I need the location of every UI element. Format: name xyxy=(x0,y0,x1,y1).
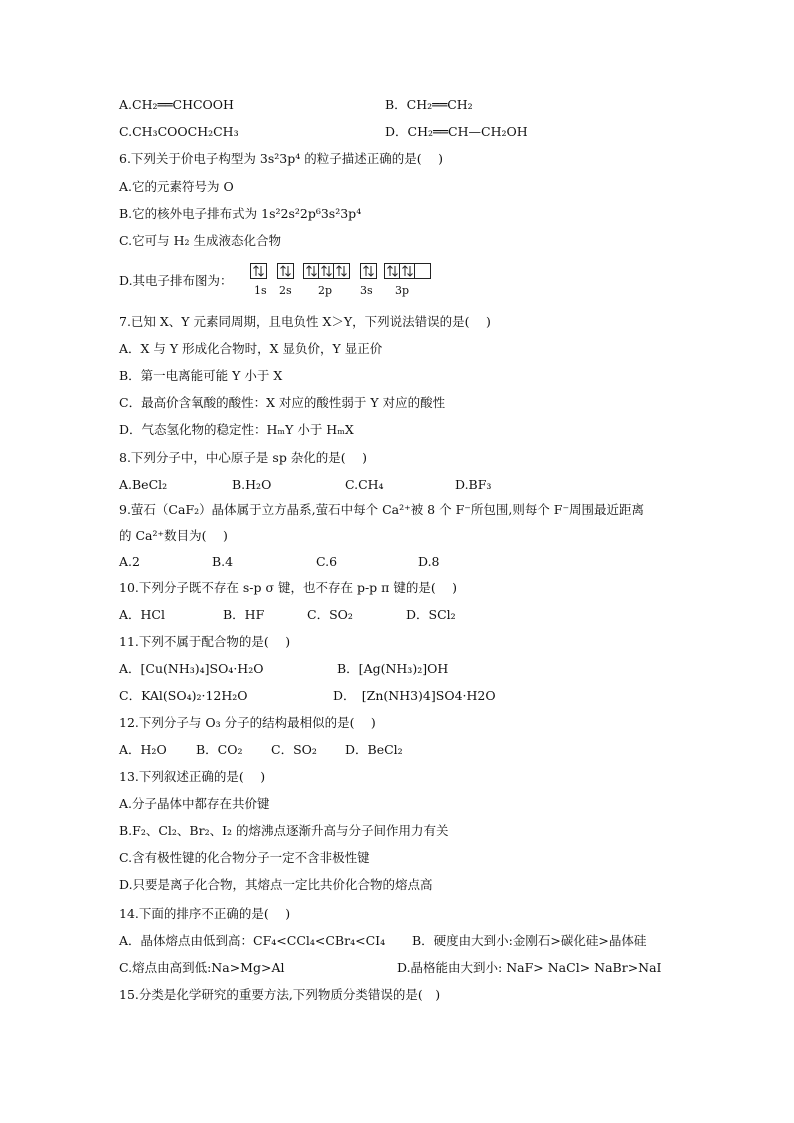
orbital-2s xyxy=(277,263,294,279)
orbital-label-1s: 1s xyxy=(254,284,267,297)
q12-option-b: B．CO₂ xyxy=(196,742,243,757)
orbital-3p xyxy=(384,263,431,279)
orbital-box-paired xyxy=(319,264,334,278)
q6-option-a: A.它的元素符号为 O xyxy=(119,179,234,194)
q14-option-c: C.熔点由高到低:Na>Mg>Al xyxy=(119,960,285,975)
q10-stem: 10.下列分子既不存在 s-p σ 键，也不存在 p-p π 键的是( ) xyxy=(119,580,458,595)
q5-option-c: C.CH₃COOCH₂CH₃ xyxy=(119,124,239,139)
q9-option-b: B.4 xyxy=(212,554,234,569)
q12-stem: 12.下列分子与 O₃ 分子的结构最相似的是( ) xyxy=(119,715,376,730)
q10-option-d: D．SCl₂ xyxy=(406,607,456,622)
q14-option-d: D.晶格能由大到小: NaF> NaCl> NaBr>NaI xyxy=(397,960,662,975)
q5-option-b: B．CH₂══CH₂ xyxy=(385,97,473,112)
orbital-1s xyxy=(250,263,267,279)
q6-stem: 6.下列关于价电子构型为 3s²3p⁴ 的粒子描述正确的是( ) xyxy=(119,151,443,166)
q7-option-a: A．X 与 Y 形成化合物时，X 显负价，Y 显正价 xyxy=(119,341,383,356)
orbital-box-paired xyxy=(361,264,376,278)
q9-option-d: D.8 xyxy=(418,554,440,569)
q13-option-a: A.分子晶体中都存在共价键 xyxy=(119,796,270,811)
q14-stem: 14.下面的排序不正确的是( ) xyxy=(119,906,291,921)
q14-option-a: A．晶体熔点由低到高：CF₄<CCl₄<CBr₄<CI₄ xyxy=(119,933,386,948)
orbital-box-empty xyxy=(415,264,430,278)
orbital-box-paired xyxy=(400,264,415,278)
q9-option-c: C.6 xyxy=(316,554,338,569)
orbital-box-paired xyxy=(278,264,293,278)
q6-option-d: D.其电子排布图为： xyxy=(119,273,233,288)
q13-option-d: D.只要是离子化合物，其熔点一定比共价化合物的熔点高 xyxy=(119,877,433,892)
orbital-label-3s: 3s xyxy=(360,284,373,297)
q11-stem: 11.下列不属于配合物的是( ) xyxy=(119,634,291,649)
q12-option-a: A．H₂O xyxy=(119,742,167,757)
q8-option-b: B.H₂O xyxy=(232,477,272,492)
q8-option-a: A.BeCl₂ xyxy=(119,477,168,492)
q8-option-c: C.CH₄ xyxy=(345,477,384,492)
q13-option-c: C.含有极性键的化合物分子一定不含非极性键 xyxy=(119,850,370,865)
orbital-box-paired xyxy=(334,264,349,278)
q6-option-c: C.它可与 H₂ 生成液态化合物 xyxy=(119,233,281,248)
q11-option-a: A．[Cu(NH₃)₄]SO₄·H₂O xyxy=(119,661,264,676)
orbital-box-paired xyxy=(251,264,266,278)
q7-option-c: C．最高价含氧酸的酸性：X 对应的酸性弱于 Y 对应的酸性 xyxy=(119,395,446,410)
q10-option-b: B．HF xyxy=(223,607,265,622)
q9-stem-line1: 9.萤石（CaF₂）晶体属于立方晶系,萤石中每个 Ca²⁺被 8 个 F⁻所包围,则每个 F⁻周围最近距离 xyxy=(119,502,645,517)
q14-option-b: B．硬度由大到小:金刚石>碳化硅>晶体硅 xyxy=(412,933,647,948)
q11-option-d: D． [Zn(NH3)4]SO4·H2O xyxy=(333,688,496,703)
q15-stem: 15.分类是化学研究的重要方法,下列物质分类错误的是( ) xyxy=(119,987,441,1002)
q8-option-d: D.BF₃ xyxy=(455,477,492,492)
q12-option-d: D．BeCl₂ xyxy=(345,742,403,757)
q11-option-c: C．KAl(SO₄)₂·12H₂O xyxy=(119,688,248,703)
q5-option-a: A.CH₂══CHCOOH xyxy=(119,97,234,112)
q10-option-a: A．HCl xyxy=(119,607,165,622)
orbital-label-2s: 2s xyxy=(279,284,292,297)
q10-option-c: C．SO₂ xyxy=(307,607,353,622)
orbital-label-2p: 2p xyxy=(318,284,333,297)
q7-stem: 7.已知 X、Y 元素同周期，且电负性 X＞Y，下列说法错误的是( ) xyxy=(119,314,491,329)
orbital-2p xyxy=(303,263,350,279)
q5-option-d: D．CH₂══CH—CH₂OH xyxy=(385,124,528,139)
orbital-box-paired xyxy=(304,264,319,278)
q6-option-b: B.它的核外电子排布式为 1s²2s²2p⁶3s²3p⁴ xyxy=(119,206,362,221)
q7-option-b: B．第一电离能可能 Y 小于 X xyxy=(119,368,283,383)
q7-option-d: D．气态氢化物的稳定性：HₘY 小于 HₘX xyxy=(119,422,354,437)
q11-option-b: B．[Ag(NH₃)₂]OH xyxy=(337,661,449,676)
orbital-label-3p: 3p xyxy=(395,284,410,297)
orbital-box-paired xyxy=(385,264,400,278)
q13-stem: 13.下列叙述正确的是( ) xyxy=(119,769,266,784)
q9-stem-line2: 的 Ca²⁺数目为( ) xyxy=(119,528,228,543)
q9-option-a: A.2 xyxy=(119,554,140,569)
q13-option-b: B.F₂、Cl₂、Br₂、I₂ 的熔沸点逐渐升高与分子间作用力有关 xyxy=(119,823,449,838)
q8-stem: 8.下列分子中，中心原子是 sp 杂化的是( ) xyxy=(119,450,368,465)
q12-option-c: C．SO₂ xyxy=(271,742,317,757)
orbital-3s xyxy=(360,263,377,279)
